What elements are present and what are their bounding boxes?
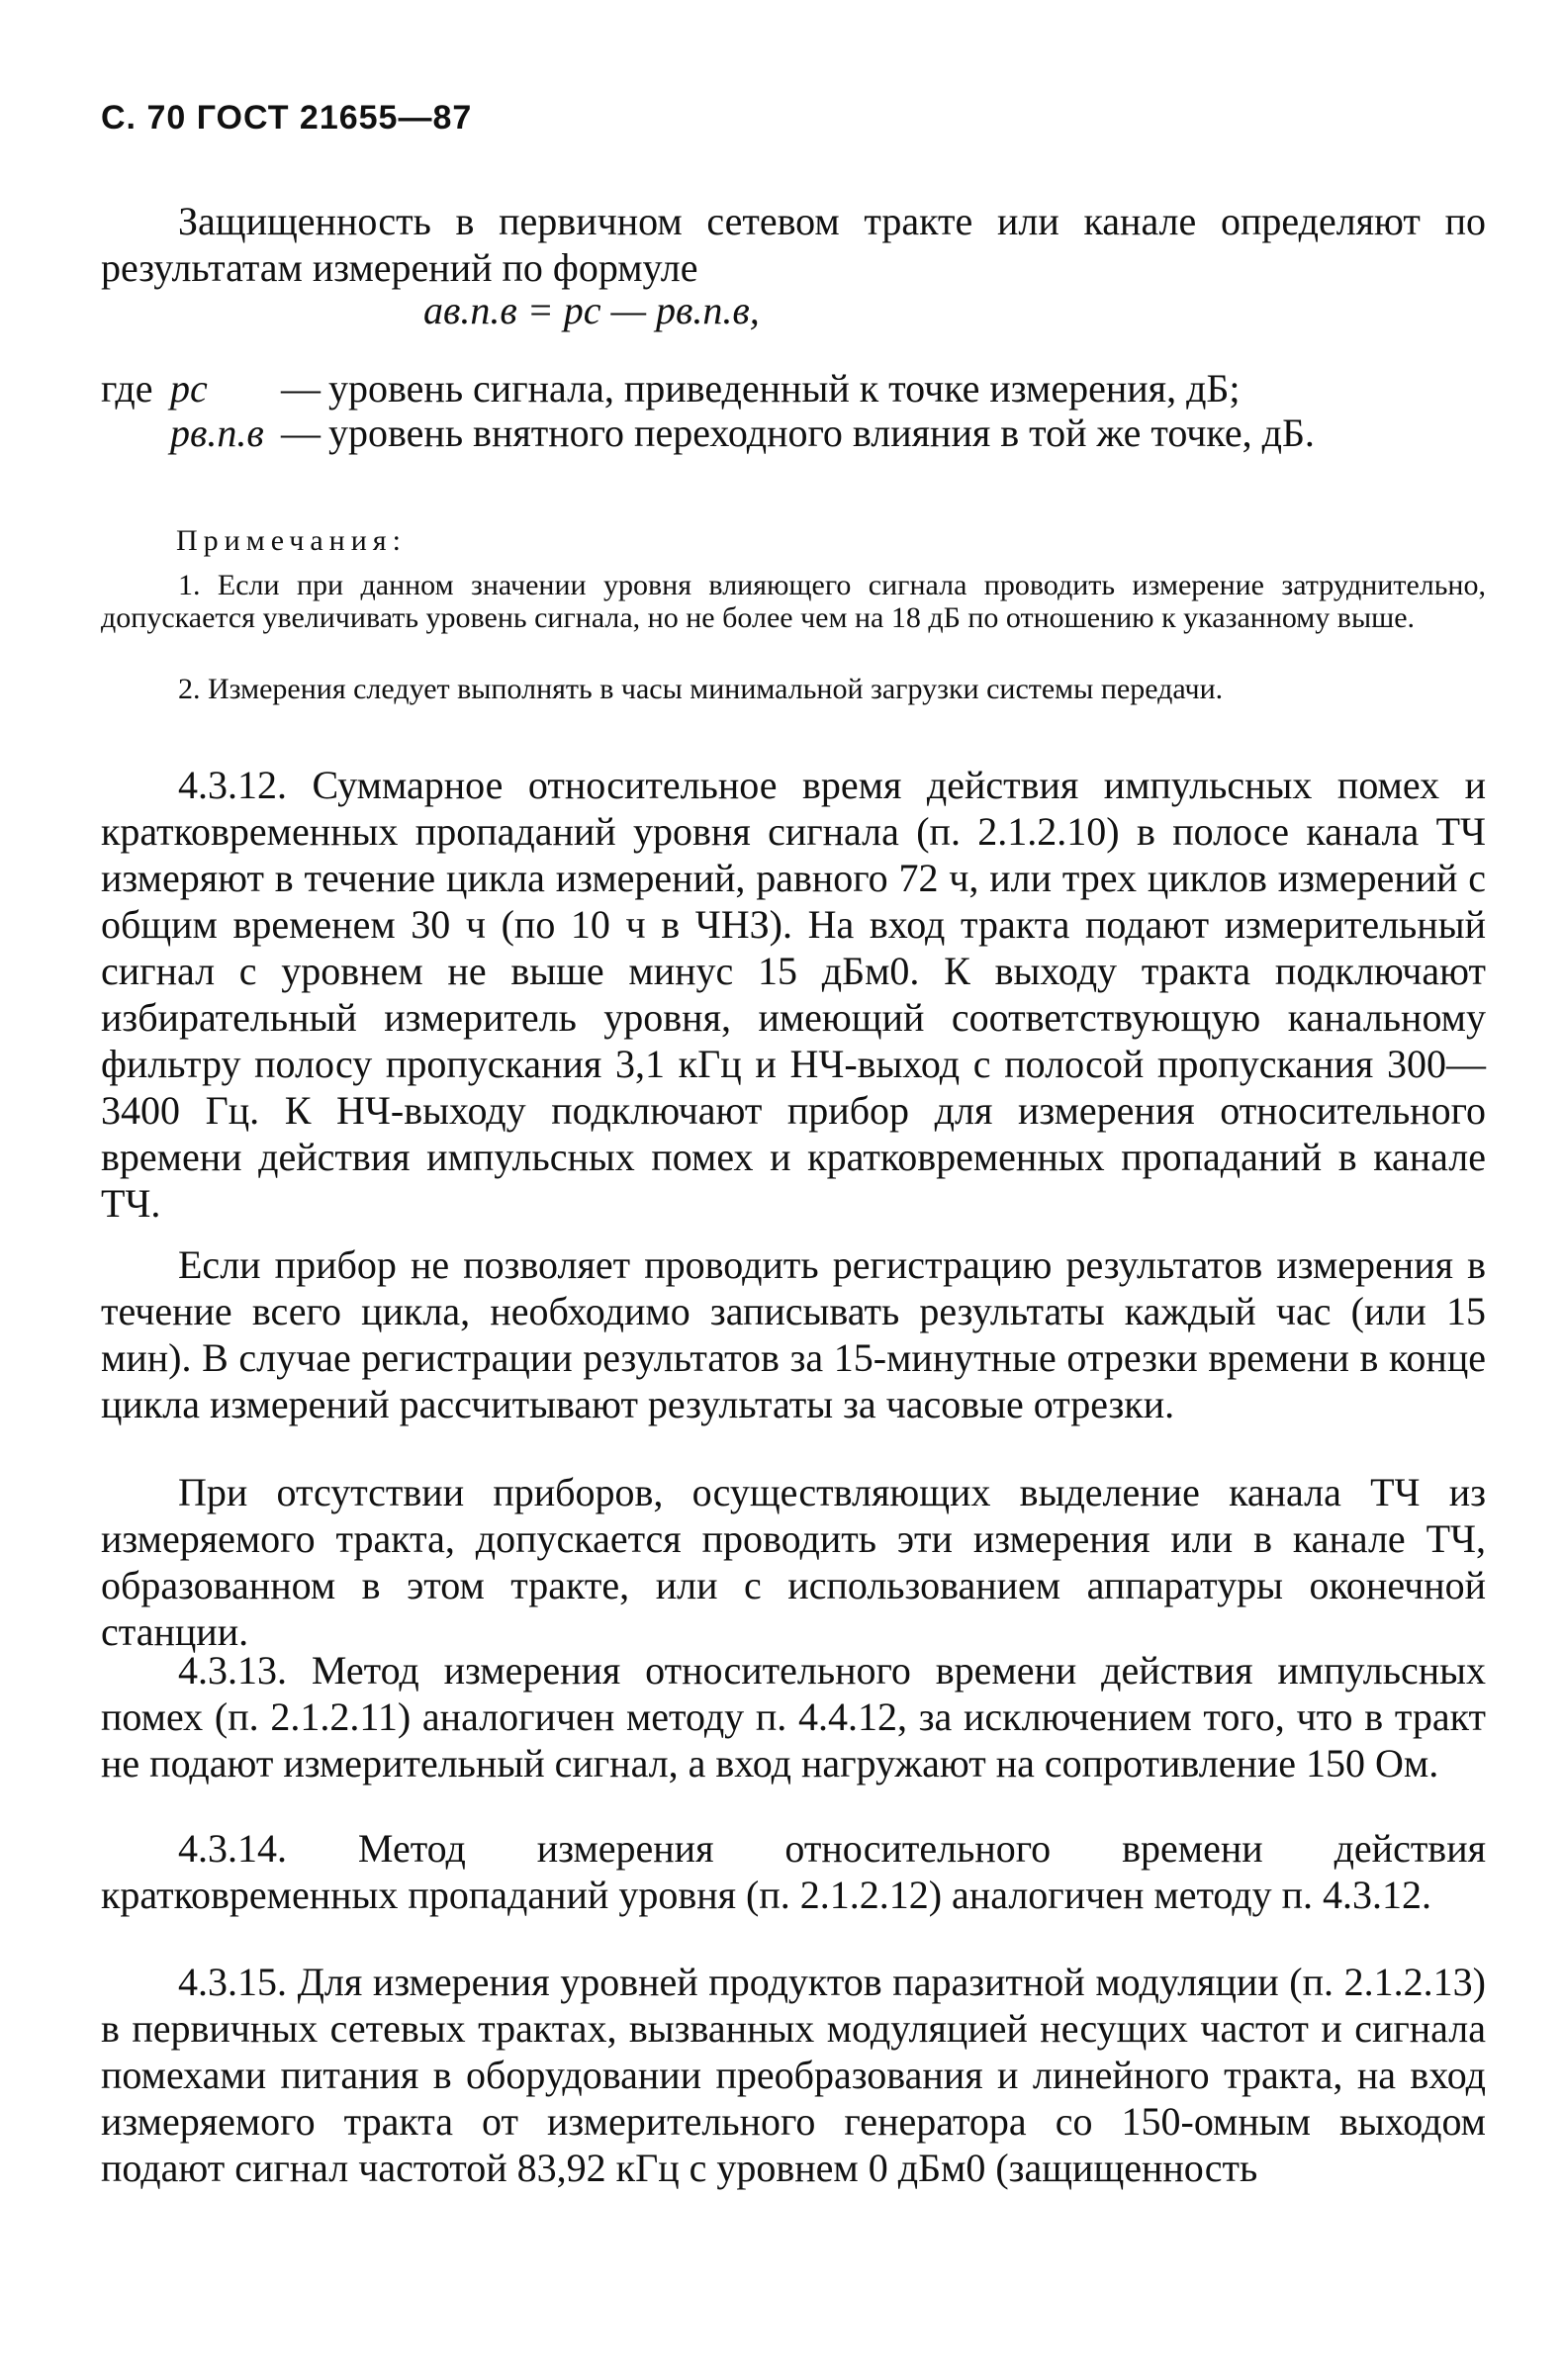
where-symbol: pс xyxy=(170,366,208,411)
page-header: С. 70 ГОСТ 21655—87 xyxy=(101,99,473,137)
paragraph-4-3-12-alternative: При отсутствии приборов, осуществляющих выделение канала ТЧ из измеряемого тракта, допускается проводить эти измерения или в канале ТЧ, образованном в этом тракте, или с использованием аппаратуры оконечной станции. xyxy=(101,1470,1486,1654)
paragraph-4-3-12-continued: Если прибор не позволяет проводить регистрацию результатов измерения в течение всего цикла, необходимо записывать результаты каждый час (или 15 мин). В случае регистрации результатов за 15-минутные отрезки времени в конце цикла измерений рассчитывают результаты за часовые отрезки. xyxy=(101,1242,1486,1426)
intro-paragraph: Защищенность в первичном сетевом тракте или канале определяют по результатам измерений по формуле xyxy=(101,199,1486,290)
where-row-1 xyxy=(101,366,1486,411)
note-1: 1. Если при данном значении уровня влияющего сигнала проводить измерение затруднительно, допускается увеличивать уровень сигнала, но не более чем на 18 дБ по отношению к указанному выше. xyxy=(101,569,1486,634)
paragraph-4-3-13: 4.3.13. Метод измерения относительного времени действия импульсных помех (п. 2.1.2.11) аналогичен методу п. 4.4.12, за исключением того, что в тракт не подают измерительный сигнал, а вход нагружают на сопротивление 150 Ом. xyxy=(101,1648,1486,1785)
paragraph-4-3-14: 4.3.14. Метод измерения относительного времени действия кратковременных пропаданий уровня (п. 2.1.2.12) аналогичен методу п. 4.3.12. xyxy=(101,1826,1486,1917)
where-text: уровень сигнала, приведенный к точке измерения, дБ; xyxy=(328,366,1241,411)
where-symbol: pв.п.в xyxy=(170,411,264,455)
where-dash: — xyxy=(281,366,321,411)
where-dash: — xyxy=(281,411,321,455)
note-2: 2. Измерения следует выполнять в часы минимальной загрузки системы передачи. xyxy=(178,673,1224,705)
where-row-2 xyxy=(101,411,1486,455)
notes-title: Примечания: xyxy=(176,524,407,557)
paragraph-4-3-12: 4.3.12. Суммарное относительное время действия импульсных помех и кратковременных пропаданий уровня сигнала (п. 2.1.2.10) в полосе канала ТЧ измеряют в течение цикла измерений, равного 72 ч, или трех циклов измерений с общим временем 30 ч (по 10 ч в ЧНЗ). На вход тракта подают измерительный сигнал с уровнем не выше минус 15 дБм0. К выходу тракта подключают избирательный измеритель уровня, имеющий соответствующую канальному фильтру полосу пропускания 3,1 кГц и НЧ-выход с полосой пропускания 300—3400 Гц. К НЧ-выходу подключают прибор для измерения относительного времени действия импульсных помех и кратковременных пропаданий в канале ТЧ. xyxy=(101,763,1486,1226)
where-block xyxy=(101,366,1486,455)
where-text: уровень внятного переходного влияния в той же точке, дБ. xyxy=(328,411,1315,455)
paragraph-4-3-15: 4.3.15. Для измерения уровней продуктов паразитной модуляции (п. 2.1.2.13) в первичных сетевых трактах, вызванных модуляцией несущих частот и сигнала помехами питания в оборудовании преобразования и линейного тракта, на вход измеряемого тракта от измерительного генератора со 150-омным выходом подают сигнал частотой 83,92 кГц с уровнем 0 дБм0 (защищенность xyxy=(101,1960,1486,2190)
where-label: где xyxy=(101,366,153,411)
formula: aв.п.в = pс — pв.п.в, xyxy=(423,288,760,332)
